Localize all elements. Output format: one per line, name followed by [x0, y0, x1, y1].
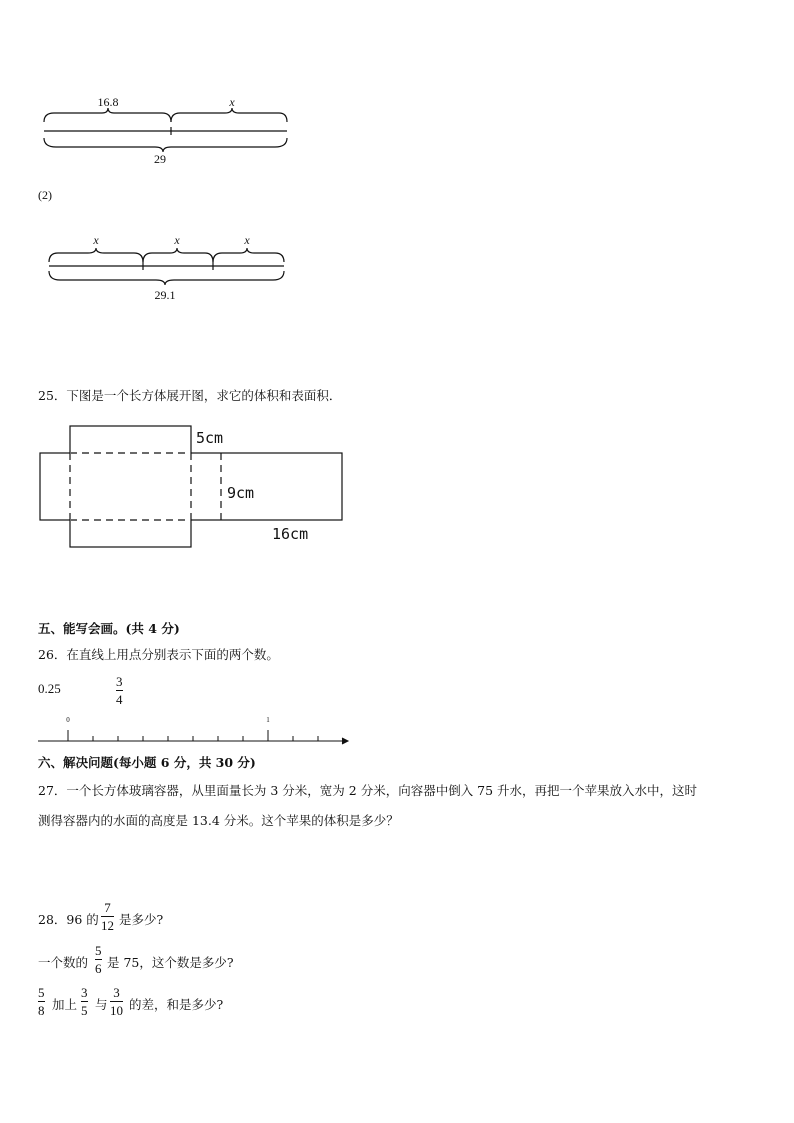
fraction-denominator: 10 [110, 1003, 123, 1018]
fraction-numerator: 3 [113, 985, 120, 1000]
q27-line1: 27．一个长方体玻璃容器，从里面量长为 3 分米，宽为 2 分米，向容器中倒入 75 升水，再把一个苹果放入水中，这时 [38, 783, 698, 798]
dim-length-label: 16cm [272, 525, 309, 543]
dim-width-label: 9cm [227, 484, 255, 502]
number-a: 0.25 [38, 681, 61, 696]
fraction-numerator: 7 [104, 900, 111, 915]
q28-part3-text-3: 的差，和是多少? [129, 997, 224, 1012]
q28-part1-prefix: 28．96 的 [38, 912, 99, 927]
q28-part2-prefix: 一个数的 [38, 955, 89, 970]
diagram1-right-label: x [229, 95, 235, 109]
q28-part3-fraction-1 [38, 985, 45, 1018]
q28-part1-suffix: 是多少? [119, 912, 164, 927]
diagram1-left-label: 16.8 [97, 95, 119, 109]
fraction-denominator: 8 [38, 1003, 45, 1018]
part-2-label: (2) [38, 188, 52, 202]
fraction-numerator: 5 [95, 943, 102, 958]
q28-part3-text-2: 与 [95, 997, 108, 1012]
q28-part3-text-1: 加上 [52, 997, 78, 1012]
fraction-denominator: 4 [116, 692, 123, 707]
section6-heading: 六、解决问题(每小题 6 分，共 30 分) [38, 755, 256, 770]
diagram2-seg-label: x [93, 233, 99, 247]
q28-part1-fraction [101, 900, 114, 933]
q27-line2: 测得容器内的水面的高度是 13.4 分米。这个苹果的体积是多少？ [38, 813, 399, 828]
q26-text: 26．在直线上用点分别表示下面的两个数。 [38, 647, 279, 662]
fraction-numerator: 5 [38, 985, 45, 1000]
q28-part3-fraction-3 [110, 985, 123, 1018]
fraction-denominator: 12 [101, 918, 114, 933]
fraction-denominator: 6 [95, 961, 102, 976]
section5-heading: 五、能写会画。(共 4 分) [38, 621, 180, 636]
diagram2-seg-label: x [174, 233, 180, 247]
fraction-denominator: 5 [81, 1003, 88, 1018]
q25-text: 25．下图是一个长方体展开图，求它的体积和表面积． [38, 388, 342, 403]
diagram2-seg-label: x [244, 233, 250, 247]
q28-part2-suffix: 是 75，这个数是多少? [107, 955, 234, 970]
fraction-numerator: 3 [116, 674, 123, 689]
q28-part3-fraction-2 [81, 985, 88, 1018]
fraction-numerator: 3 [81, 985, 88, 1000]
axis-label-one: 1 [266, 716, 270, 724]
dim-height-label: 5cm [196, 429, 224, 447]
q28-part2-fraction [95, 943, 102, 976]
diagram2-total-label: 29.1 [154, 288, 176, 302]
axis-label-zero: 0 [66, 716, 70, 724]
diagram1-total-label: 29 [154, 152, 166, 166]
